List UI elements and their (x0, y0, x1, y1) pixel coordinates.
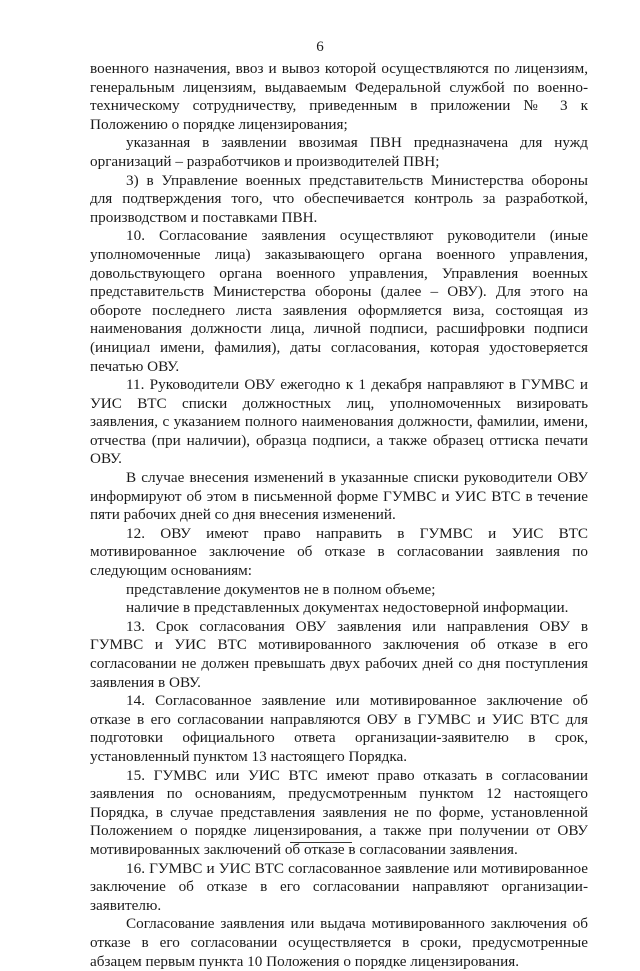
paragraph-clause-13: 13. Срок согласования ОВУ заявления или направления ОВУ в ГУМВС и УИС ВТС мотивированного заключения об отказе в его согласовании не должен превышать двух рабочих дней со дня поступления заявления в ОВУ. (90, 617, 588, 691)
paragraph-condition-purpose: указанная в заявлении ввозимая ПВН предназначена для нужд организаций – разработчиков и производителей ПВН; (90, 134, 588, 170)
paragraph-clause-11: 11. Руководители ОВУ ежегодно к 1 декабря направляют в ГУМВС и УИС ВТС списки должностных лиц, уполномоченных визировать заявления, с указанием полного наименования должности, фамилии, имени, отчества (при наличии), образца подписи, а также образец оттиска печати ОВУ. (90, 376, 588, 468)
paragraph-clause-12: 12. ОВУ имеют право направить в ГУМВС и УИС ВТС мотивированное заключение об отказе в согласовании заявления по следующим основаниям: (90, 524, 588, 580)
paragraph-clause-10: 10. Согласование заявления осуществляют руководители (иные уполномоченные лица) заказывающего органа военного управления, довольствующего органа военного управления, Управления военных представительств Министерства обороны (далее – ОВУ). Для этого на обороте последнего листа заявления оформляется виза, состоящая из наименования должности лица, личной подписи, расшифровки подписи (инициал имени, фамилия), даты согласования, которая удостоверяется печатью ОВУ. (90, 227, 588, 375)
paragraph-clause-16: 16. ГУМВС и УИС ВТС согласованное заявление или мотивированное заключение об отказе в его согласовании направляют организации-заявителю. (90, 859, 588, 914)
paragraph-ground-unreliable: наличие в представленных документах недостоверной информации. (126, 599, 569, 617)
paragraph-clause-14: 14. Согласованное заявление или мотивированное заключение об отказе в его согласовании направляются ОВУ в ГУМВС и УИС ВТС для подготовки официального ответа организации-заявителю в срок, установленный пунктом 13 настоящего Порядка. (90, 692, 588, 765)
document-body (90, 60, 588, 971)
end-separator-line (290, 842, 352, 843)
paragraph-continuation: военного назначения, ввоз и вывоз которой осуществляются по лицензиям, генеральным лицензиям, выдаваемым Федеральной службой по военно-техническому сотрудничеству, приведенным в приложении № 3 к Положению о порядке лицензирования; (90, 60, 588, 133)
paragraph-clause-15: 15. ГУМВС или УИС ВТС имеют право отказать в согласовании заявления по основаниям, предусмотренным пунктом 12 настоящего Порядка, в случае представления заявления не по форме, установленной Положением о порядке лицензирования, а также при получении от ОВУ мотивированных заключений об отказе в согласовании заявления. (90, 766, 588, 858)
page-number: 6 (316, 39, 324, 55)
paragraph-item-3: 3) в Управление военных представительств Министерства обороны для подтверждения того, что обеспечивается контроль за разработкой, производством и поставками ПВН. (90, 171, 588, 226)
paragraph-ground-incomplete: представление документов не в полном объеме; (126, 580, 436, 598)
paragraph-clause-11-changes: В случае внесения изменений в указанные списки руководители ОВУ информируют об этом в письменной форме ГУМВС и УИС ВТС в течение пяти рабочих дней со дня внесения изменений. (90, 469, 588, 524)
paragraph-final: Согласование заявления или выдача мотивированного заключения об отказе в его согласовании осуществляется в сроки, предусмотренные абзацем первым пункта 10 Положения о порядке лицензирования. (90, 915, 588, 970)
